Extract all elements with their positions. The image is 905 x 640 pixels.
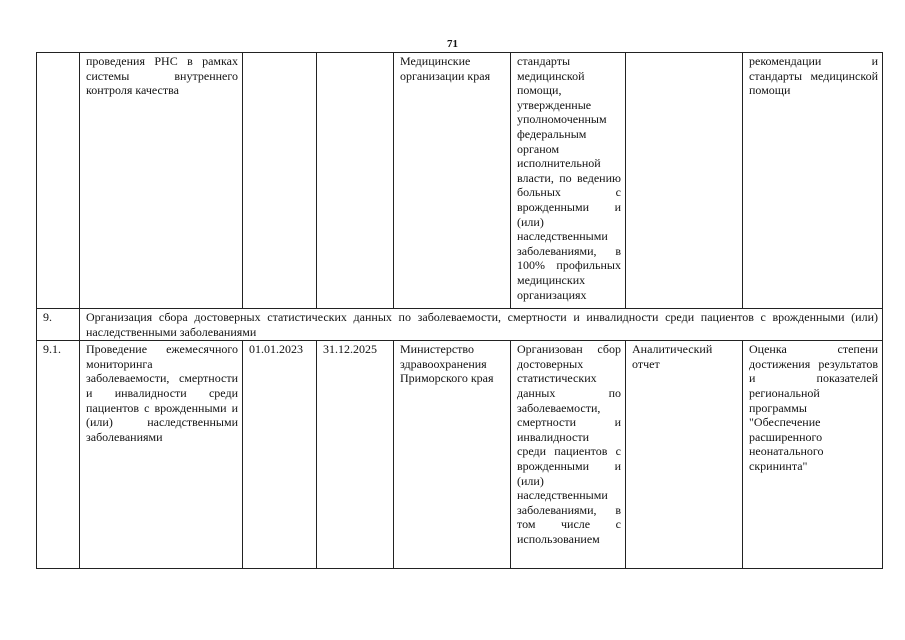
- cell-control-form: [626, 53, 743, 309]
- cell-result: стандарты медицинской помощи, утвержденные уполномоченным федеральным органом исполнительной власти, по ведению больных с врожденными и (или) наследственными заболеваниями, в 100% профильных медицинских организациях: [511, 53, 626, 309]
- cell-end-date: 31.12.2025: [317, 341, 394, 569]
- cell-start-date: 01.01.2023: [243, 341, 317, 569]
- cell-executor: Министерство здравоохранения Приморского края: [394, 341, 511, 569]
- cell-result: Организован сбор достоверных статистических данных по заболеваемости, смертности и инвалидности среди пациентов с врожденными и (или) наследственными заболеваниями, в том числе с использованием: [511, 341, 626, 569]
- measures-table: [36, 52, 883, 569]
- cell-indicator: рекомендации и стандарты медицинской помощи: [743, 53, 883, 309]
- cell-num: 9.1.: [37, 341, 80, 569]
- table-row-section-9: [37, 309, 883, 341]
- cell-name: Проведение ежемесячного мониторинга заболеваемости, смертности и инвалидности среди пациентов с врожденными и (или) наследственными заболеваниями: [80, 341, 243, 569]
- section-title: Организация сбора достоверных статистических данных по заболеваемости, смертности и инвалидности среди пациентов с врожденными (или) наследственными заболеваниями: [80, 309, 883, 341]
- cell-num: [37, 53, 80, 309]
- cell-executor: Медицинские организации края: [394, 53, 511, 309]
- section-number: 9.: [37, 309, 80, 341]
- cell-indicator: Оценка степени достижения результатов и показателей региональной программы "Обеспечение расширенного неонатального скрининта": [743, 341, 883, 569]
- table-row-continued: [37, 53, 883, 309]
- cell-name: проведения РНС в рамках системы внутреннего контроля качества: [80, 53, 243, 309]
- page-number: 71: [447, 38, 458, 50]
- table-row-9-1: [37, 341, 883, 569]
- cell-end-date: [317, 53, 394, 309]
- cell-control-form: Аналитический отчет: [626, 341, 743, 569]
- cell-start-date: [243, 53, 317, 309]
